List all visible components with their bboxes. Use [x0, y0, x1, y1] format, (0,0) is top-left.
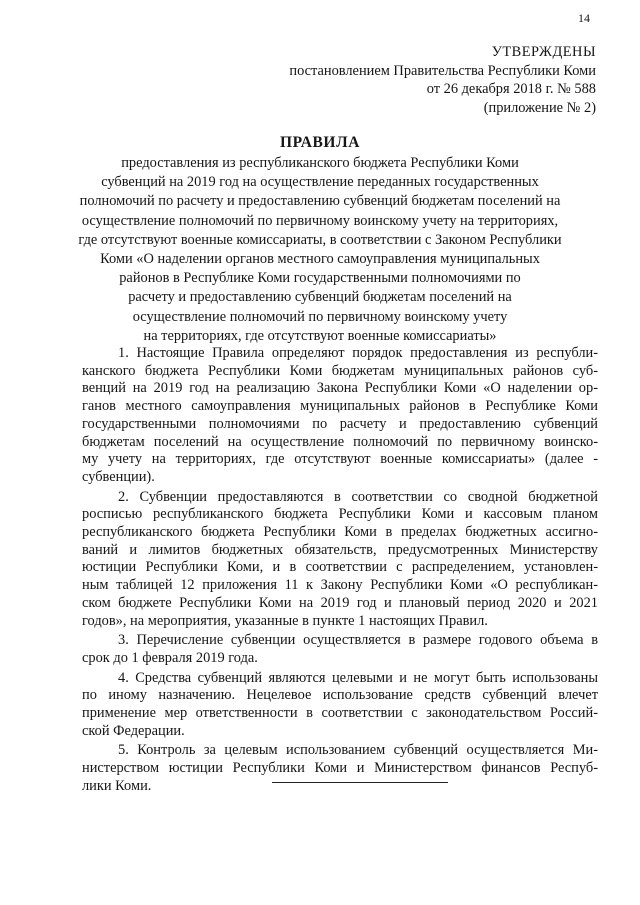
document-subtitle [40, 154, 600, 346]
subtitle-line: где отсутствуют военные комиссариаты, в соответствии с Законом Республики [78, 231, 562, 248]
approval-heading: УТВЕРЖДЕНЫ [491, 44, 596, 60]
paragraph-line: венций на 2019 год на реализацию Закона Республики Коми «О наделении ор- [82, 380, 598, 397]
approval-date: от 26 декабря 2018 г. № 588 [426, 81, 596, 98]
subtitle-line: предоставления из республиканского бюджета Республики Коми [121, 155, 519, 171]
paragraph-line: му учету на территориях, где отсутствуют военные комиссариаты» (далее - [82, 451, 598, 468]
subtitle-line: районов в Республике Коми государственными полномочиями по [119, 270, 521, 287]
paragraph-line: 2. Субвенции предоставляются в соответствии со сводной бюджетной [118, 488, 598, 505]
paragraph-3 [82, 632, 598, 667]
page-number: 14 [578, 11, 590, 25]
approval-appendix: (приложение № 2) [483, 99, 596, 116]
paragraph-line: ганов местного самоуправления муниципальных районов в Республике Коми [82, 398, 598, 415]
approval-stamp [176, 43, 596, 117]
paragraph-line: государственными полномочиями по расчету и предоставлению субвенций [82, 415, 598, 432]
paragraph-5 [82, 742, 598, 795]
paragraph-line: по иному назначению. Нецелевое использование средств субвенций влечет [82, 687, 598, 704]
paragraph-line: ваний и лимитов бюджетных обязательств, предусмотренных Министерству [82, 541, 598, 558]
paragraph-line: срок до 1 февраля 2019 года. [82, 649, 258, 666]
subtitle-line: на территориях, где отсутствуют военные комиссариаты» [143, 327, 497, 344]
document-title: ПРАВИЛА [279, 134, 361, 151]
paragraph-line: росписью республиканского бюджета Республики Коми и кассовым планом [82, 506, 598, 523]
paragraph-2 [82, 489, 598, 631]
paragraph-line: республиканского бюджета Республики Коми в пределах бюджетных ассигно- [82, 524, 598, 541]
paragraph-line: канского бюджета Республики Коми бюджетам муниципальных районов суб- [82, 362, 598, 379]
paragraph-line: 1. Настоящие Правила определяют порядок предоставления из республи- [118, 345, 598, 361]
paragraph-line: лики Коми. [82, 777, 152, 794]
paragraph-line: ным таблицей 12 приложения 11 к Закону Республики Коми «О республикан- [82, 577, 598, 594]
paragraph-line: нистерством юстиции Республики Коми и Министерством финансов Респуб- [82, 760, 598, 777]
subtitle-line: Коми «О наделении органов местного самоуправления муниципальных [100, 251, 540, 268]
approval-authority: постановлением Правительства Республики Коми [289, 62, 596, 79]
subtitle-line: субвенций на 2019 год на осуществление переданных государственных [101, 174, 539, 191]
subtitle-line: осуществление полномочий по первичному воинскому учету на территориях, [81, 212, 559, 229]
paragraph-line: субвенции). [82, 468, 155, 485]
paragraph-line: 5. Контроль за целевым использованием субвенций осуществляется Ми- [118, 742, 598, 759]
subtitle-line: осуществление полномочий по первичному воинскому учету [132, 308, 508, 325]
paragraph-line: бюджетам поселений на осуществление полномочий по первичному воинско- [82, 433, 598, 450]
paragraph-4 [82, 670, 598, 741]
subtitle-line: расчету и предоставлению субвенций бюджетам поселений на [128, 289, 512, 306]
subtitle-line: полномочий по расчету и предоставлению субвенций бюджетам поселений на [79, 193, 561, 210]
paragraph-line: годов», на мероприятия, указанные в пункте 1 настоящих Правил. [82, 612, 488, 629]
document-body [82, 345, 598, 798]
closing-rule [272, 782, 448, 783]
paragraph-line: 4. Средства субвенций являются целевыми и не могут быть использованы [118, 669, 598, 686]
paragraph-line: ской Федерации. [82, 722, 185, 739]
paragraph-line: ском бюджете Республики Коми на 2019 год и плановый период 2020 и 2021 [82, 594, 598, 611]
paragraph-line: 3. Перечисление субвенции осуществляется в размере годового объема в [118, 632, 598, 649]
paragraph-line: юстиции Республики Коми, и в соответствии с распределением, установлен- [82, 559, 598, 576]
paragraph-1 [82, 345, 598, 487]
paragraph-line: применение мер ответственности в соответствии с законодательством Россий- [82, 705, 598, 722]
